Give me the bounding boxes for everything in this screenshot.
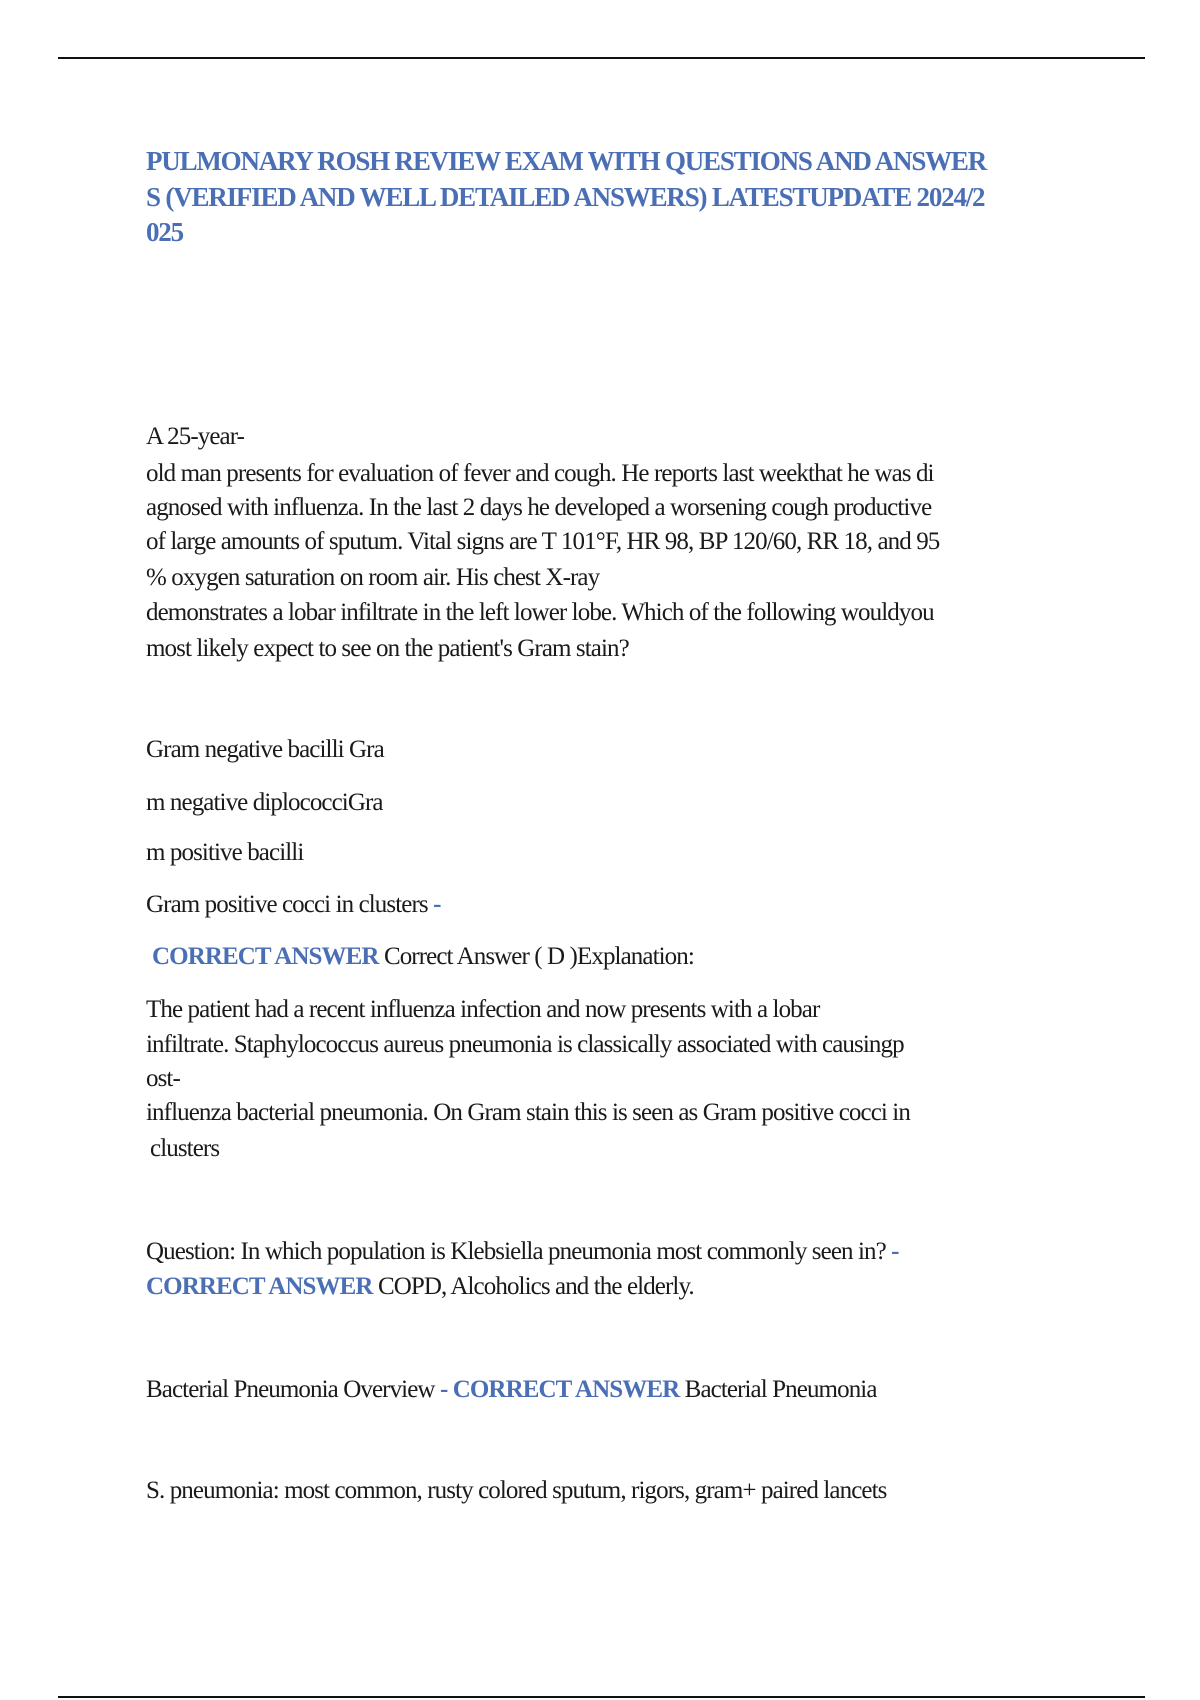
question2-text: Question: In which population is Klebsiella pneumonia most commonly seen in?: [146, 1238, 886, 1265]
answer-line: [152, 941, 694, 973]
option-line: [146, 889, 441, 921]
note-line: S. pneumonia: most common, rusty colored sputum, rigors, gram+ paired lancets: [146, 1477, 887, 1504]
title-line: PULMONARY ROSH REVIEW EXAM WITH QUESTIONS AND ANSWER: [146, 146, 987, 176]
question3-line: [146, 1374, 877, 1406]
explanation-line: clusters: [150, 1135, 220, 1162]
answer-dash: -: [439, 1376, 453, 1403]
question-line: % oxygen saturation on room air. His chest X-ray: [146, 564, 600, 591]
question-line: agnosed with influenza. In the last 2 days he developed a worsening cough productive: [146, 494, 932, 521]
top-rule: [58, 57, 1145, 59]
question3-text: Bacterial Pneumonia Overview: [146, 1376, 435, 1403]
title-line: 025: [146, 217, 183, 247]
answer-dash: -: [433, 891, 441, 918]
option-line: m negative diplococciGra: [146, 789, 383, 816]
question-line: of large amounts of sputum. Vital signs are T 101°F, HR 98, BP 120/60, RR 18, and 95: [146, 528, 940, 555]
correct-answer-label: CORRECT ANSWER: [146, 1273, 373, 1300]
answer-text: Correct Answer ( D )Explanation:: [383, 943, 694, 970]
explanation-line: infiltrate. Staphylococcus aureus pneumonia is classically associated with causingp: [146, 1031, 904, 1058]
title-line: S (VERIFIED AND WELL DETAILED ANSWERS) LATESTUPDATE 2024/2: [146, 182, 985, 212]
question-line: A 25-year-: [146, 423, 245, 450]
bottom-rule: [58, 1696, 1145, 1698]
explanation-line: ost-: [146, 1065, 180, 1092]
question-line: most likely expect to see on the patient's Gram stain?: [146, 635, 629, 662]
option-line: Gram negative bacilli Gra: [146, 736, 384, 763]
option-line: m positive bacilli: [146, 839, 304, 866]
answer-text: Bacterial Pneumonia: [684, 1376, 877, 1403]
correct-answer-label: CORRECT ANSWER: [452, 1376, 680, 1403]
question2-answer-line: [146, 1271, 694, 1303]
option-text: Gram positive cocci in clusters: [146, 891, 428, 918]
question-line: demonstrates a lobar infiltrate in the left lower lobe. Which of the following wouldyou: [146, 599, 934, 626]
explanation-line: influenza bacterial pneumonia. On Gram stain this is seen as Gram positive cocci in: [146, 1099, 910, 1126]
answer-dash: -: [891, 1238, 899, 1265]
question2-line: [146, 1236, 899, 1268]
correct-answer-label: CORRECT ANSWER: [152, 943, 379, 970]
question-line: old man presents for evaluation of fever and cough. He reports last weekthat he was di: [146, 460, 934, 487]
answer-text: COPD, Alcoholics and the elderly.: [377, 1273, 694, 1300]
explanation-line: The patient had a recent influenza infection and now presents with a lobar: [146, 996, 820, 1023]
